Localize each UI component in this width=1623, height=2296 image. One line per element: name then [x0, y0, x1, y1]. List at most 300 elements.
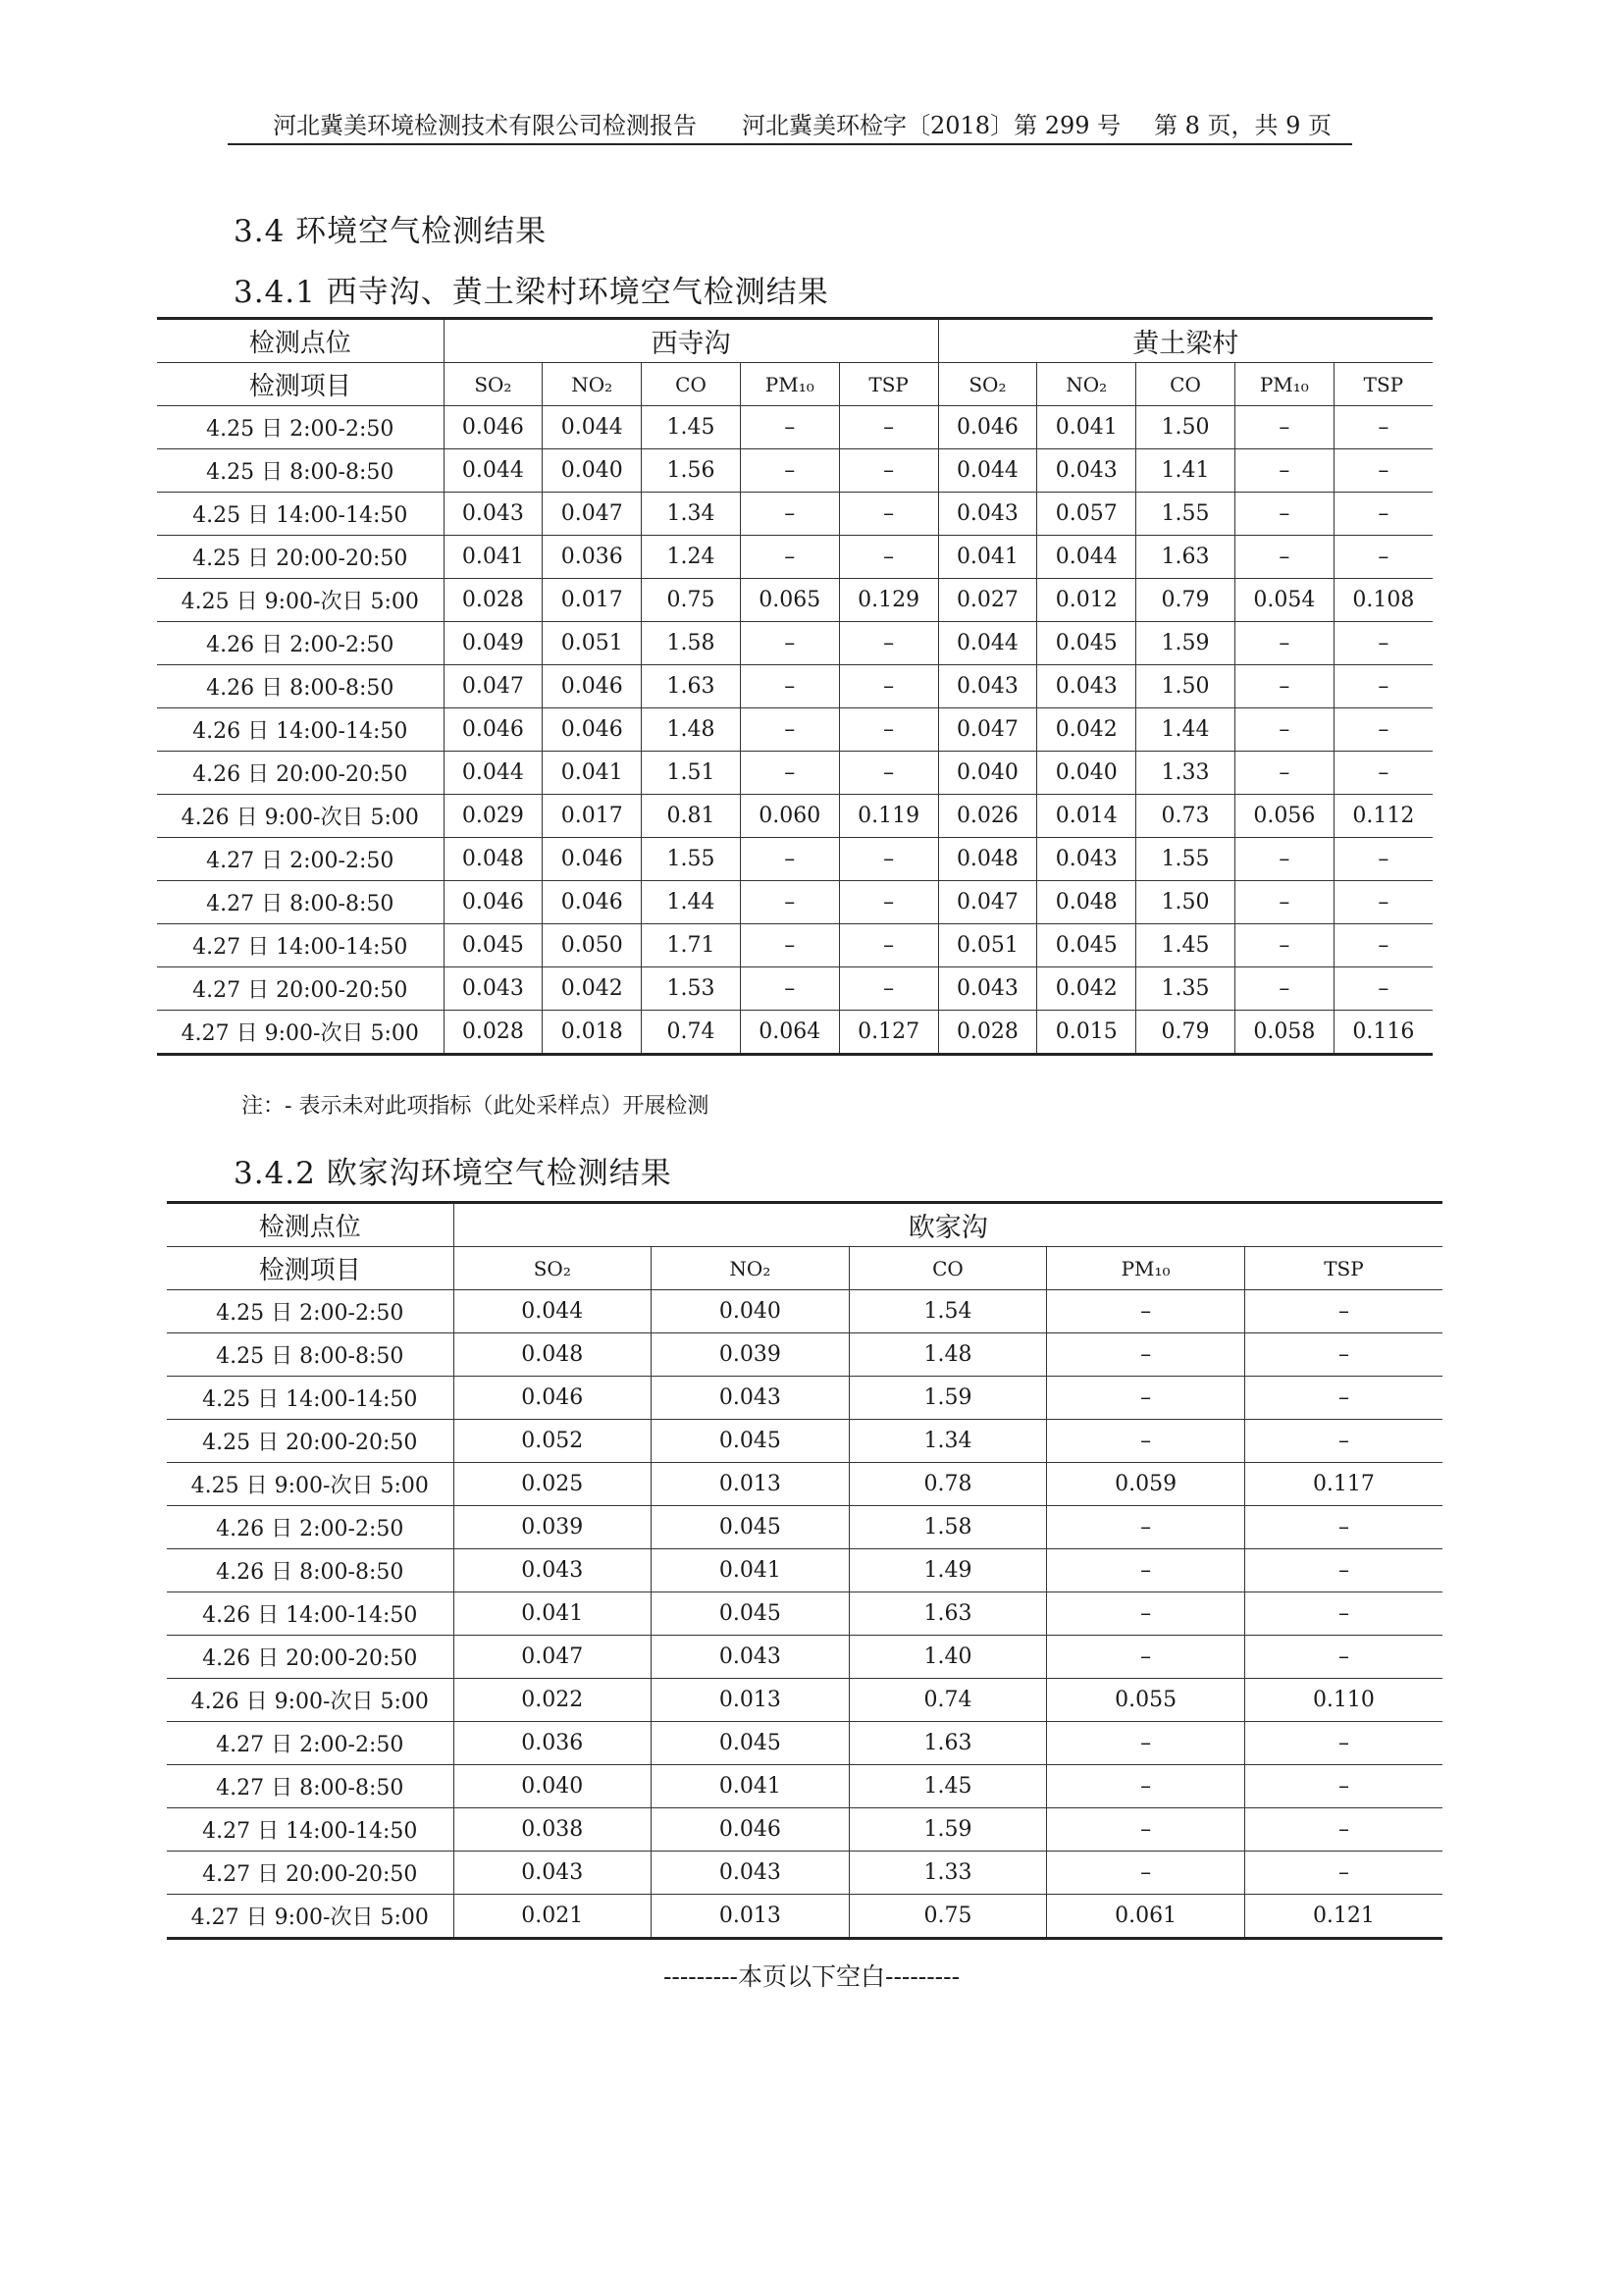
value-cell: 0.046 [444, 406, 543, 449]
value-cell: – [1234, 449, 1334, 493]
value-cell: – [839, 622, 938, 665]
table-row [157, 406, 1433, 449]
value-cell: 0.026 [938, 795, 1037, 838]
value-cell: – [1047, 1290, 1245, 1333]
value-cell: 0.81 [642, 795, 741, 838]
value-cell: 1.63 [849, 1722, 1047, 1765]
air-quality-table-xisigou-huangtuliang [157, 317, 1433, 1056]
value-cell: 0.040 [453, 1765, 652, 1808]
time-period-cell: 4.25 日 8:00-8:50 [167, 1333, 453, 1377]
page-header [228, 98, 1352, 145]
section-heading-3-4-2: 3.4.2 欧家沟环境空气检测结果 [234, 1156, 672, 1191]
value-cell: – [1047, 1808, 1245, 1852]
value-cell: – [1234, 493, 1334, 536]
value-cell: 0.060 [740, 795, 839, 838]
time-period-cell: 4.25 日 14:00-14:50 [167, 1377, 453, 1420]
value-cell: – [1244, 1333, 1442, 1377]
value-cell: 0.117 [1244, 1463, 1442, 1506]
value-cell: – [740, 622, 839, 665]
value-cell: 0.045 [1037, 622, 1136, 665]
value-cell: 0.048 [444, 838, 543, 881]
table-row [167, 1679, 1442, 1722]
value-cell: 0.045 [1037, 924, 1136, 967]
value-cell: 1.45 [1136, 924, 1235, 967]
value-cell: 0.74 [642, 1011, 741, 1055]
value-cell: 0.041 [444, 536, 543, 579]
value-cell: – [740, 406, 839, 449]
value-cell: – [839, 838, 938, 881]
table2-site-row [167, 1203, 1442, 1247]
value-cell: 1.55 [1136, 493, 1235, 536]
value-cell: 0.056 [1234, 795, 1334, 838]
value-cell: – [839, 708, 938, 752]
value-cell: – [839, 449, 938, 493]
value-cell: 1.63 [642, 665, 741, 708]
value-cell: 0.046 [444, 708, 543, 752]
value-cell: 0.015 [1037, 1011, 1136, 1055]
value-cell: 0.75 [849, 1895, 1047, 1939]
report-number: 河北冀美环检字〔2018〕第 299 号 [742, 112, 1122, 139]
value-cell: 0.043 [1037, 449, 1136, 493]
value-cell: – [839, 406, 938, 449]
table-row [157, 752, 1433, 795]
time-period-cell: 4.27 日 14:00-14:50 [167, 1808, 453, 1852]
value-cell: – [1334, 924, 1433, 967]
value-cell: – [740, 838, 839, 881]
value-cell: 0.065 [740, 579, 839, 622]
value-cell: – [1047, 1852, 1245, 1895]
table-row [167, 1377, 1442, 1420]
value-cell: 0.036 [543, 536, 642, 579]
site-oujiagou: 欧家沟 [453, 1203, 1442, 1247]
value-cell: 1.34 [642, 493, 741, 536]
value-cell: 0.017 [543, 795, 642, 838]
column-header: NO₂ [543, 363, 642, 406]
section-heading-3-4-1: 3.4.1 西寺沟、黄土梁村环境空气检测结果 [234, 275, 829, 310]
value-cell: 0.043 [1037, 665, 1136, 708]
value-cell: – [1244, 1722, 1442, 1765]
value-cell: – [1244, 1506, 1442, 1549]
value-cell: – [1334, 493, 1433, 536]
value-cell: 0.042 [543, 967, 642, 1011]
value-cell: – [1047, 1333, 1245, 1377]
table-row [167, 1333, 1442, 1377]
value-cell: 0.127 [839, 1011, 938, 1055]
table-row [167, 1765, 1442, 1808]
value-cell: 0.046 [444, 881, 543, 924]
value-cell: 0.045 [652, 1420, 850, 1463]
value-cell: 0.043 [444, 967, 543, 1011]
value-cell: – [839, 924, 938, 967]
value-cell: 0.041 [652, 1765, 850, 1808]
table-row [157, 449, 1433, 493]
value-cell: 0.116 [1334, 1011, 1433, 1055]
value-cell: 0.050 [543, 924, 642, 967]
value-cell: 0.046 [652, 1808, 850, 1852]
table-row [157, 838, 1433, 881]
value-cell: – [1244, 1636, 1442, 1679]
time-period-cell: 4.25 日 14:00-14:50 [157, 493, 444, 536]
value-cell: 1.59 [849, 1808, 1047, 1852]
value-cell: – [839, 493, 938, 536]
value-cell: – [1334, 449, 1433, 493]
value-cell: 0.058 [1234, 1011, 1334, 1055]
table-row [157, 493, 1433, 536]
table-row [157, 1011, 1433, 1055]
value-cell: – [1234, 752, 1334, 795]
time-period-cell: 4.25 日 2:00-2:50 [157, 406, 444, 449]
value-cell: – [1047, 1549, 1245, 1592]
value-cell: 0.043 [652, 1377, 850, 1420]
value-cell: 0.108 [1334, 579, 1433, 622]
value-cell: 1.55 [1136, 838, 1235, 881]
time-period-cell: 4.26 日 8:00-8:50 [167, 1549, 453, 1592]
value-cell: 0.040 [652, 1290, 850, 1333]
value-cell: – [1234, 536, 1334, 579]
table2-column-header-row [167, 1247, 1442, 1290]
value-cell: – [1234, 924, 1334, 967]
value-cell: 0.047 [938, 708, 1037, 752]
value-cell: 1.63 [849, 1592, 1047, 1636]
value-cell: – [1244, 1808, 1442, 1852]
value-cell: 0.043 [1037, 838, 1136, 881]
time-period-cell: 4.27 日 14:00-14:50 [157, 924, 444, 967]
value-cell: – [1244, 1549, 1442, 1592]
time-period-cell: 4.26 日 20:00-20:50 [167, 1636, 453, 1679]
value-cell: 0.046 [543, 665, 642, 708]
value-cell: 1.41 [1136, 449, 1235, 493]
time-period-cell: 4.26 日 14:00-14:50 [157, 708, 444, 752]
value-cell: – [740, 924, 839, 967]
value-cell: 1.58 [849, 1506, 1047, 1549]
value-cell: – [1234, 838, 1334, 881]
value-cell: – [1244, 1852, 1442, 1895]
value-cell: 0.047 [453, 1636, 652, 1679]
value-cell: 0.048 [938, 838, 1037, 881]
table1-site-row [157, 319, 1433, 363]
value-cell: 0.022 [453, 1679, 652, 1722]
value-cell: 0.048 [1037, 881, 1136, 924]
table-row [157, 967, 1433, 1011]
value-cell: 0.043 [444, 493, 543, 536]
value-cell: 0.047 [938, 881, 1037, 924]
value-cell: 1.53 [642, 967, 741, 1011]
column-header: SO₂ [444, 363, 543, 406]
value-cell: – [1234, 622, 1334, 665]
value-cell: – [1244, 1420, 1442, 1463]
site-xisigou: 西寺沟 [444, 319, 938, 363]
value-cell: 1.45 [849, 1765, 1047, 1808]
value-cell: 0.025 [453, 1463, 652, 1506]
value-cell: 1.51 [642, 752, 741, 795]
table-row [157, 881, 1433, 924]
time-period-cell: 4.25 日 9:00-次日 5:00 [167, 1463, 453, 1506]
value-cell: 0.044 [1037, 536, 1136, 579]
value-cell: 0.042 [1037, 967, 1136, 1011]
column-header: CO [1136, 363, 1235, 406]
value-cell: 0.046 [543, 838, 642, 881]
value-cell: 0.73 [1136, 795, 1235, 838]
time-period-cell: 4.25 日 2:00-2:50 [167, 1290, 453, 1333]
air-quality-table-oujiagou [167, 1201, 1442, 1940]
value-cell: 1.48 [642, 708, 741, 752]
value-cell: 0.044 [543, 406, 642, 449]
table-row [157, 924, 1433, 967]
value-cell: 1.59 [849, 1377, 1047, 1420]
value-cell: 0.064 [740, 1011, 839, 1055]
value-cell: 0.044 [444, 752, 543, 795]
value-cell: 0.041 [453, 1592, 652, 1636]
table-row [157, 536, 1433, 579]
value-cell: 1.50 [1136, 665, 1235, 708]
value-cell: 0.047 [543, 493, 642, 536]
value-cell: – [1234, 406, 1334, 449]
value-cell: 0.014 [1037, 795, 1136, 838]
time-period-cell: 4.27 日 20:00-20:50 [157, 967, 444, 1011]
time-period-cell: 4.25 日 8:00-8:50 [157, 449, 444, 493]
table-row [157, 708, 1433, 752]
column-header: CO [642, 363, 741, 406]
value-cell: 0.74 [849, 1679, 1047, 1722]
value-cell: – [1244, 1765, 1442, 1808]
value-cell: 0.043 [938, 493, 1037, 536]
value-cell: – [740, 665, 839, 708]
column-header: TSP [839, 363, 938, 406]
value-cell: – [839, 665, 938, 708]
value-cell: 0.043 [938, 967, 1037, 1011]
table-row [167, 1549, 1442, 1592]
column-header: NO₂ [652, 1247, 850, 1290]
section-heading-3-4: 3.4 环境空气检测结果 [234, 214, 548, 249]
value-cell: 0.129 [839, 579, 938, 622]
value-cell: 0.112 [1334, 795, 1433, 838]
time-period-cell: 4.27 日 2:00-2:50 [167, 1722, 453, 1765]
column-header: PM₁₀ [1234, 363, 1334, 406]
value-cell: 0.028 [938, 1011, 1037, 1055]
value-cell: 0.029 [444, 795, 543, 838]
value-cell: 0.039 [453, 1506, 652, 1549]
value-cell: 1.34 [849, 1420, 1047, 1463]
table-row [167, 1852, 1442, 1895]
value-cell: – [1244, 1290, 1442, 1333]
value-cell: 0.039 [652, 1333, 850, 1377]
value-cell: 0.038 [453, 1808, 652, 1852]
value-cell: 0.045 [652, 1506, 850, 1549]
time-period-cell: 4.27 日 2:00-2:50 [157, 838, 444, 881]
value-cell: 1.48 [849, 1333, 1047, 1377]
value-cell: 0.79 [1136, 1011, 1235, 1055]
value-cell: 0.75 [642, 579, 741, 622]
value-cell: 0.79 [1136, 579, 1235, 622]
value-cell: – [740, 449, 839, 493]
table1-column-header-row [157, 363, 1433, 406]
value-cell: – [1047, 1420, 1245, 1463]
value-cell: 0.046 [543, 881, 642, 924]
value-cell: 0.013 [652, 1679, 850, 1722]
value-cell: 1.44 [1136, 708, 1235, 752]
table-row [167, 1420, 1442, 1463]
report-company: 河北冀美环境检测技术有限公司检测报告 [273, 112, 697, 139]
table-row [167, 1592, 1442, 1636]
value-cell: 1.54 [849, 1290, 1047, 1333]
value-cell: 1.33 [849, 1852, 1047, 1895]
table-row [157, 795, 1433, 838]
value-cell: – [1334, 406, 1433, 449]
value-cell: 1.45 [642, 406, 741, 449]
table-row [157, 622, 1433, 665]
value-cell: – [1334, 622, 1433, 665]
value-cell: 0.036 [453, 1722, 652, 1765]
time-period-cell: 4.27 日 20:00-20:50 [167, 1852, 453, 1895]
value-cell: 0.041 [543, 752, 642, 795]
value-cell: 1.24 [642, 536, 741, 579]
value-cell: – [740, 881, 839, 924]
column-header: SO₂ [453, 1247, 652, 1290]
value-cell: – [1234, 708, 1334, 752]
value-cell: – [1334, 708, 1433, 752]
value-cell: 0.044 [938, 449, 1037, 493]
time-period-cell: 4.26 日 9:00-次日 5:00 [157, 795, 444, 838]
value-cell: – [740, 493, 839, 536]
value-cell: 0.051 [543, 622, 642, 665]
value-cell: 0.046 [453, 1377, 652, 1420]
value-cell: 0.059 [1047, 1463, 1245, 1506]
value-cell: 1.35 [1136, 967, 1235, 1011]
value-cell: 0.047 [444, 665, 543, 708]
value-cell: – [1334, 665, 1433, 708]
value-cell: 0.110 [1244, 1679, 1442, 1722]
table1-body [157, 319, 1433, 1055]
value-cell: 0.061 [1047, 1895, 1245, 1939]
value-cell: – [740, 752, 839, 795]
value-cell: – [1234, 967, 1334, 1011]
value-cell: – [740, 536, 839, 579]
value-cell: – [1334, 881, 1433, 924]
value-cell: – [1244, 1377, 1442, 1420]
column-header: PM₁₀ [740, 363, 839, 406]
column-header: TSP [1334, 363, 1433, 406]
table-row [167, 1290, 1442, 1333]
value-cell: – [1334, 967, 1433, 1011]
table-row [167, 1722, 1442, 1765]
value-cell: – [1047, 1636, 1245, 1679]
value-cell: 0.041 [652, 1549, 850, 1592]
value-cell: – [1047, 1765, 1245, 1808]
value-cell: 0.045 [652, 1722, 850, 1765]
time-period-cell: 4.26 日 9:00-次日 5:00 [167, 1679, 453, 1722]
value-cell: 1.59 [1136, 622, 1235, 665]
value-cell: – [1244, 1592, 1442, 1636]
value-cell: 0.78 [849, 1463, 1047, 1506]
table-row [157, 579, 1433, 622]
value-cell: 0.054 [1234, 579, 1334, 622]
value-cell: 1.63 [1136, 536, 1235, 579]
column-header: TSP [1244, 1247, 1442, 1290]
time-period-cell: 4.26 日 20:00-20:50 [157, 752, 444, 795]
value-cell: – [839, 536, 938, 579]
site-huangtuliang: 黄土梁村 [938, 319, 1433, 363]
value-cell: 0.051 [938, 924, 1037, 967]
value-cell: 0.028 [444, 1011, 543, 1055]
value-cell: – [1334, 838, 1433, 881]
time-period-cell: 4.27 日 9:00-次日 5:00 [157, 1011, 444, 1055]
value-cell: – [1234, 665, 1334, 708]
time-period-cell: 4.25 日 20:00-20:50 [157, 536, 444, 579]
column-header: PM₁₀ [1047, 1247, 1245, 1290]
value-cell: 0.045 [652, 1592, 850, 1636]
value-cell: – [1047, 1377, 1245, 1420]
table-row [167, 1808, 1442, 1852]
value-cell: 1.50 [1136, 881, 1235, 924]
value-cell: 0.041 [938, 536, 1037, 579]
label-test-item: 检测项目 [157, 363, 444, 406]
value-cell: – [1047, 1506, 1245, 1549]
time-period-cell: 4.27 日 8:00-8:50 [157, 881, 444, 924]
label-sampling-site: 检测点位 [157, 319, 444, 363]
value-cell: 0.045 [444, 924, 543, 967]
time-period-cell: 4.25 日 9:00-次日 5:00 [157, 579, 444, 622]
value-cell: 0.046 [938, 406, 1037, 449]
time-period-cell: 4.26 日 8:00-8:50 [157, 665, 444, 708]
time-period-cell: 4.26 日 2:00-2:50 [167, 1506, 453, 1549]
value-cell: 1.50 [1136, 406, 1235, 449]
value-cell: – [1047, 1722, 1245, 1765]
value-cell: 0.028 [444, 579, 543, 622]
value-cell: – [1047, 1592, 1245, 1636]
value-cell: 1.55 [642, 838, 741, 881]
value-cell: 0.049 [444, 622, 543, 665]
value-cell: 0.048 [453, 1333, 652, 1377]
time-period-cell: 4.26 日 2:00-2:50 [157, 622, 444, 665]
time-period-cell: 4.27 日 9:00-次日 5:00 [167, 1895, 453, 1939]
value-cell: – [740, 708, 839, 752]
column-header: NO₂ [1037, 363, 1136, 406]
value-cell: 0.013 [652, 1895, 850, 1939]
value-cell: 0.043 [938, 665, 1037, 708]
page-blank-marker: ---------本页以下空白--------- [662, 1962, 961, 1991]
table-row [167, 1506, 1442, 1549]
value-cell: 0.017 [543, 579, 642, 622]
value-cell: – [1234, 881, 1334, 924]
value-cell: 0.057 [1037, 493, 1136, 536]
value-cell: – [839, 881, 938, 924]
value-cell: 0.052 [453, 1420, 652, 1463]
value-cell: – [1334, 536, 1433, 579]
value-cell: 0.044 [453, 1290, 652, 1333]
value-cell: 0.040 [1037, 752, 1136, 795]
column-header: SO₂ [938, 363, 1037, 406]
table-row [167, 1463, 1442, 1506]
value-cell: – [740, 967, 839, 1011]
table-note: 注：- 表示未对此项指标（此处采样点）开展检测 [241, 1094, 709, 1119]
label-test-item: 检测项目 [167, 1247, 453, 1290]
value-cell: 0.121 [1244, 1895, 1442, 1939]
value-cell: 1.44 [642, 881, 741, 924]
value-cell: – [839, 967, 938, 1011]
table-row [167, 1895, 1442, 1939]
label-sampling-site: 检测点位 [167, 1203, 453, 1247]
value-cell: 0.041 [1037, 406, 1136, 449]
value-cell: – [839, 752, 938, 795]
value-cell: 1.58 [642, 622, 741, 665]
time-period-cell: 4.27 日 8:00-8:50 [167, 1765, 453, 1808]
value-cell: 0.018 [543, 1011, 642, 1055]
value-cell: 0.044 [444, 449, 543, 493]
value-cell: 0.044 [938, 622, 1037, 665]
value-cell: 1.71 [642, 924, 741, 967]
value-cell: 1.49 [849, 1549, 1047, 1592]
value-cell: 0.119 [839, 795, 938, 838]
